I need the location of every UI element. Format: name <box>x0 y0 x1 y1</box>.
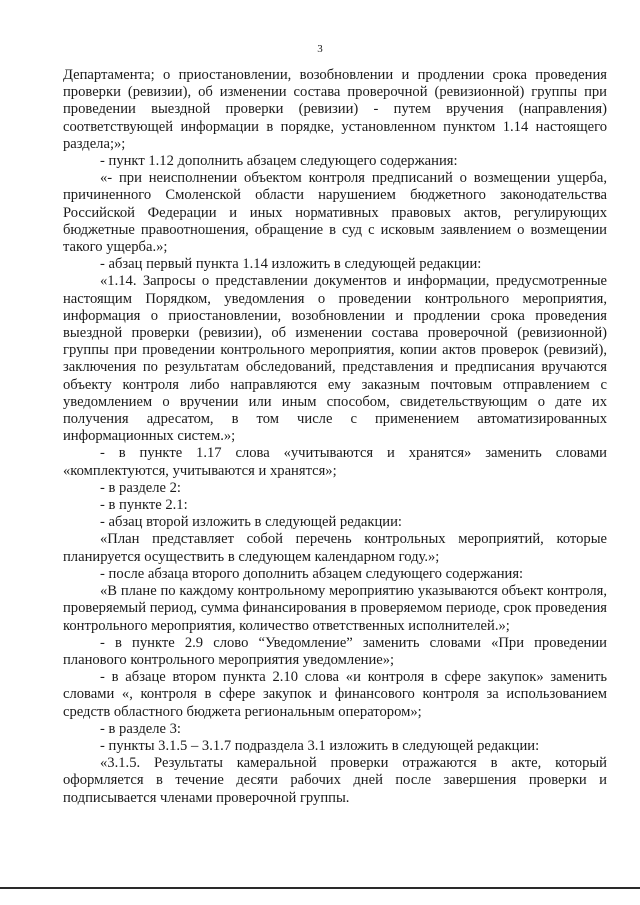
paragraph: - пункты 3.1.5 – 3.1.7 подраздела 3.1 изложить в следующей редакции: <box>100 737 540 754</box>
paragraph: Департамента; о приостановлении, возобновлении и продлении срока проведения проверки (ревизии), об изменении состава проверочной (ревизионной) группы при проведении выездной проверки (ревизии) - путем вручения (направления) соответствующей информации в порядке, установленном пунктом 1.14 настоящего раздела;»; <box>63 67 607 152</box>
paragraph: - пункт 1.12 дополнить абзацем следующего содержания: <box>100 153 458 170</box>
paragraph: «- при неисполнении объектом контроля предписаний о возмещении ущерба, причиненного Смоленской области нарушением бюджетного законодательства Российской Федерации и иных нормативных правовых актов, регулирующих бюджетные правоотношения, обращение в суд с исковым заявлением о возмещении такого ущерба.»; <box>63 170 607 256</box>
paragraph: - абзац второй изложить в следующей редакции: <box>100 514 402 531</box>
paragraph: - в пункте 1.17 слова «учитываются и хранятся» заменить словами «комплектуются, учитываются и хранятся»; <box>63 445 607 479</box>
paragraph: - в пункте 2.1: <box>100 497 188 514</box>
paragraph: «В плане по каждому контрольному мероприятию указываются объект контроля, проверяемый период, сумма финансирования в проверяемом периоде, срок проведения контрольного мероприятия, количество ответственных исполнителей.»; <box>63 583 607 634</box>
paragraph: «3.1.5. Результаты камеральной проверки отражаются в акте, который оформляется в течение десяти рабочих дней после завершения проверки и подписывается членами проверочной группы. <box>63 755 607 806</box>
paragraph: - в разделе 2: <box>100 479 181 496</box>
paragraph: - после абзаца второго дополнить абзацем следующего содержания: <box>100 565 524 582</box>
paragraph: - в пункте 2.9 слово “Уведомление” заменить словами «При проведении планового контрольного мероприятия уведомление»; <box>63 634 607 668</box>
page-number: 3 <box>317 43 323 55</box>
paragraph: - в абзаце втором пункта 2.10 слова «и контроля в сфере закупок» заменить словами «, контроля в сфере закупок и финансового контроля за использованием средств областного бюджета региональным оператором»; <box>63 669 607 720</box>
paragraph: «1.14. Запросы о представлении документов и информации, предусмотренные настоящим Порядком, уведомления о проведении контрольного мероприятия, информация о приостановлении, возобновлении и продлении срока проведения выездной проверки (ревизии), об изменении состава проверочной (ревизионной) группы при проведении контрольного мероприятия, копии актов проверок (ревизий), заключения по результатам обследований, представления и предписания вручаются объекту контроля либо направляются ему заказным почтовым отправлением с уведомлением о вручении или иным способом, свидетельствующим о дате их получения адресатом, в том числе с применением автоматизированных информационных систем.»; <box>63 273 607 445</box>
paragraph: - абзац первый пункта 1.14 изложить в следующей редакции: <box>100 256 482 273</box>
document-body <box>63 67 607 807</box>
paragraph: - в разделе 3: <box>100 720 181 737</box>
page-bottom-edge <box>0 887 640 889</box>
paragraph: «План представляет собой перечень контрольных мероприятий, которые планируется осуществить в следующем календарном году.»; <box>63 531 607 565</box>
